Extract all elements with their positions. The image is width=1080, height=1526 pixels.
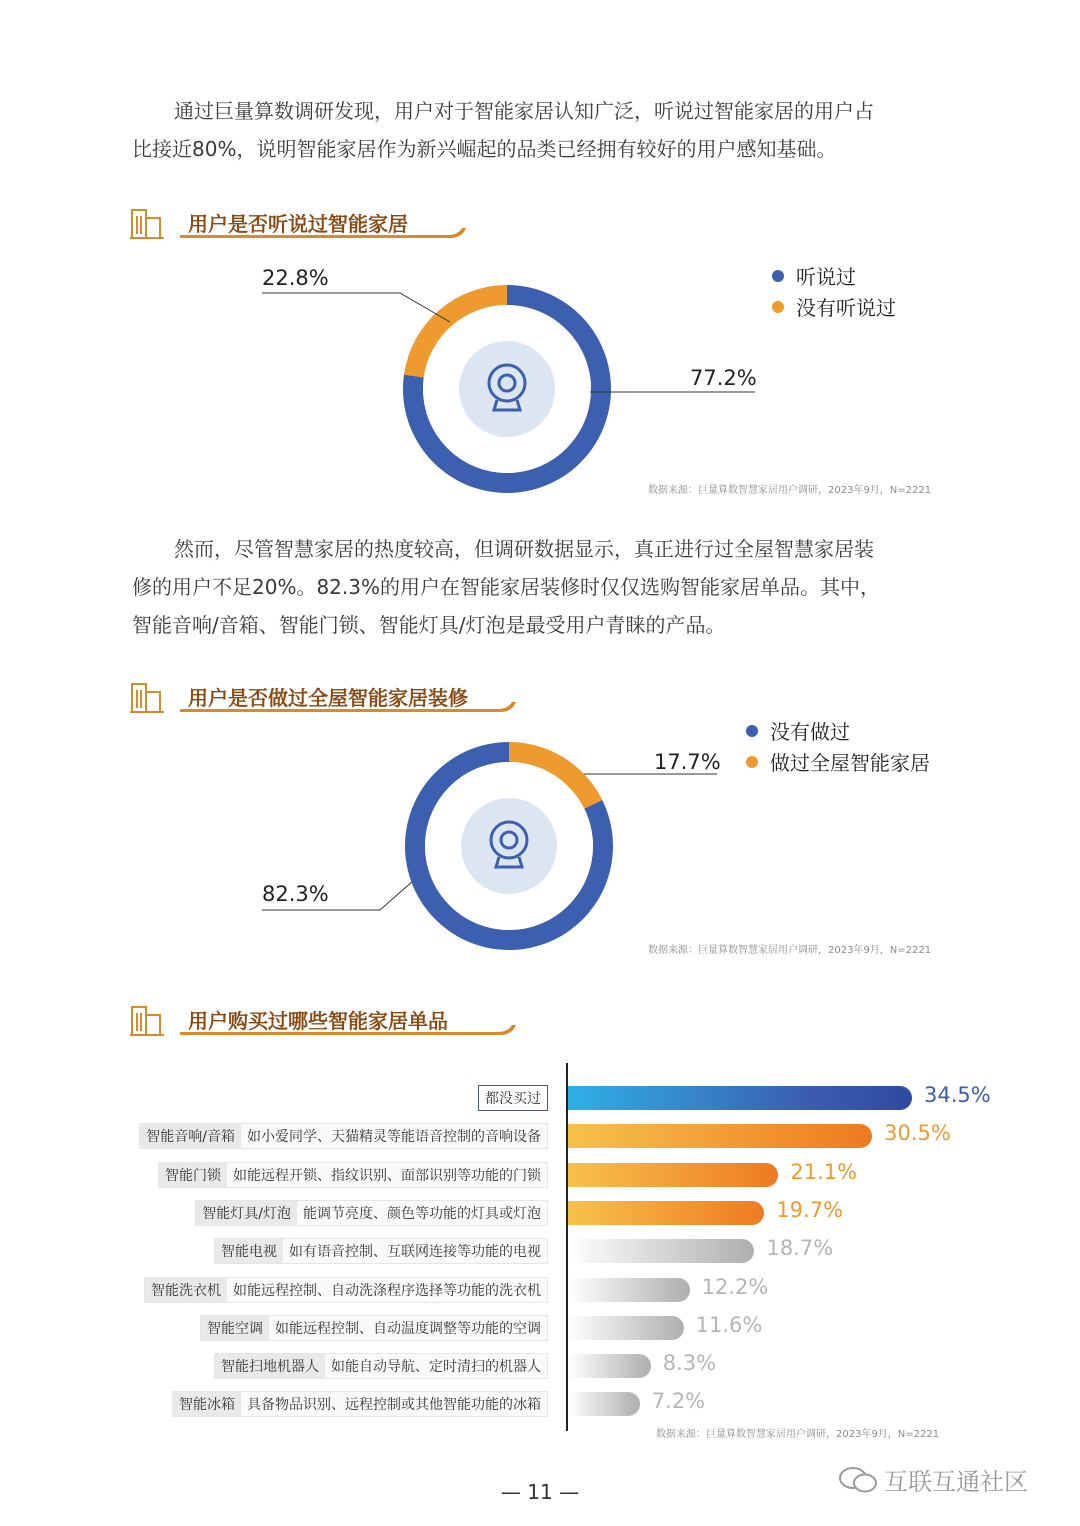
donut-center — [459, 341, 555, 437]
bar-category-name: 智能电视 — [215, 1239, 283, 1263]
para2-line-1: 然而，尽管智慧家居的热度较高，但调研数据显示，真正进行过全屋智慧家居装 — [174, 537, 874, 561]
bar-category-name: 都没买过 — [479, 1086, 547, 1110]
bar-value-label: 12.2% — [701, 1274, 769, 1299]
section-3-header — [130, 1001, 520, 1041]
bar-category-label — [478, 1085, 548, 1111]
bar-category-name: 智能冰箱 — [173, 1392, 241, 1416]
wechat-icon — [838, 1465, 878, 1495]
section-1-title: 用户是否听说过智能家居 — [188, 212, 408, 236]
legend-dot — [746, 756, 758, 768]
bar-category-label — [195, 1200, 548, 1226]
bar-row — [0, 1353, 1080, 1379]
bar-axis — [566, 1063, 568, 1431]
bar-row — [0, 1312, 1080, 1341]
bar-row — [0, 1085, 1080, 1111]
bar-category-label — [214, 1353, 548, 1379]
bar-value-label: 21.1% — [790, 1159, 858, 1184]
bar-category-label — [200, 1315, 548, 1341]
para2-line-2: 修的用户不足20%。82.3%的用户在智能家居装修时仅仅选购智能家居单品。其中， — [132, 575, 880, 599]
bar-row — [0, 1159, 1080, 1188]
bar-category-name: 智能音响/音箱 — [140, 1124, 241, 1148]
bar-row — [0, 1238, 1080, 1264]
building-icon — [130, 206, 164, 240]
source-note-3: 数据来源：巨量算数智慧家居用户调研，2023年9月，N=2221 — [656, 1429, 940, 1440]
bar-category-desc: 如小爱同学、天猫精灵等能语音控制的音响设备 — [241, 1124, 547, 1148]
label-heard: 77.2% — [690, 366, 757, 390]
bar-category-desc: 如有语音控制、互联网连接等功能的电视 — [283, 1239, 547, 1263]
bar-value-label: 8.3% — [662, 1351, 717, 1376]
bar-category-desc: 如能远程控制、自动温度调整等功能的空调 — [269, 1316, 547, 1340]
legend-item-heard — [772, 260, 896, 291]
bar-category-label — [139, 1123, 548, 1149]
bar-category-label — [158, 1162, 548, 1188]
bar-category-desc: 具备物品识别、远程控制或其他智能功能的冰箱 — [241, 1392, 547, 1416]
intro-paragraph — [132, 92, 952, 168]
bar-row — [0, 1123, 1080, 1149]
bar-row — [0, 1274, 1080, 1303]
watermark-text: 互联互通社区 — [884, 1468, 1028, 1496]
legend-dot — [746, 725, 758, 737]
label-not-heard: 22.8% — [262, 266, 329, 290]
bar-value-label: 7.2% — [651, 1389, 706, 1414]
source-note-1: 数据来源：巨量算数智慧家居用户调研，2023年9月，N=2221 — [648, 485, 932, 496]
bar — [568, 1354, 651, 1378]
legend-item-not-done — [746, 715, 930, 746]
legend-item-not-heard — [772, 291, 896, 322]
building-icon — [130, 1003, 164, 1037]
bar-category-name: 智能空调 — [201, 1316, 269, 1340]
legend-item-done — [746, 746, 930, 777]
bar-row — [0, 1391, 1080, 1417]
bar-value-label: 19.7% — [776, 1197, 844, 1222]
bar-category-name: 智能灯具/灯泡 — [196, 1201, 297, 1225]
section-2-header — [130, 678, 520, 718]
source-note-2: 数据来源：巨量算数智慧家居用户调研，2023年9月，N=2221 — [648, 945, 932, 956]
bar-category-name: 智能扫地机器人 — [215, 1354, 325, 1378]
legend-label: 听说过 — [796, 265, 856, 289]
bar-value-label: 34.5% — [924, 1083, 991, 1107]
bar-category-label — [214, 1238, 548, 1264]
bar-value-label: 11.6% — [695, 1312, 763, 1337]
donut-chart-heard — [398, 280, 616, 498]
para2-line-3: 智能音响/音箱、智能门锁、智能灯具/灯泡是最受用户青睐的产品。 — [132, 613, 726, 637]
bar-category-desc: 如能远程控制、自动洗涤程序选择等功能的洗衣机 — [227, 1278, 547, 1302]
page-number: — 11 — — [500, 1480, 580, 1504]
intro-line-1: 通过巨量算数调研发现，用户对于智能家居认知广泛，听说过智能家居的用户占 — [174, 99, 874, 123]
bar — [568, 1086, 912, 1110]
legend-label: 没有听说过 — [796, 296, 896, 320]
bar — [568, 1239, 754, 1263]
bar-row — [0, 1197, 1080, 1226]
legend-label: 没有做过 — [770, 720, 850, 744]
section-2-title: 用户是否做过全屋智能家居装修 — [188, 686, 468, 710]
watermark — [838, 1462, 1028, 1497]
legend-dot — [772, 270, 784, 282]
legend-2 — [746, 715, 930, 777]
intro-line-2: 比接近80%，说明智能家居作为新兴崛起的品类已经拥有较好的用户感知基础。 — [132, 137, 837, 161]
section-3-title: 用户购买过哪些智能家居单品 — [188, 1009, 448, 1033]
bar-category-label — [172, 1391, 548, 1417]
bar — [568, 1124, 872, 1148]
bar — [568, 1163, 778, 1187]
bar-category-name: 智能门锁 — [159, 1163, 227, 1187]
donut-center — [461, 798, 557, 894]
bar-category-desc: 如能远程开锁、指纹识别、面部识别等功能的门锁 — [227, 1163, 547, 1187]
label-not-done: 82.3% — [262, 882, 329, 906]
bar-category-desc: 如能自动导航、定时清扫的机器人 — [325, 1354, 547, 1378]
legend-dot — [772, 301, 784, 313]
bar-category-name: 智能洗衣机 — [145, 1278, 227, 1302]
paragraph-2 — [132, 530, 952, 644]
legend-1 — [772, 260, 896, 322]
bar — [568, 1278, 690, 1302]
page-number-value: 11 — [527, 1480, 553, 1504]
bar-value-label: 18.7% — [766, 1236, 834, 1261]
donut-chart-renovation — [400, 737, 618, 955]
bar-category-label — [144, 1277, 548, 1303]
label-done: 17.7% — [654, 750, 721, 774]
bar-value-label: 30.5% — [884, 1121, 951, 1146]
building-icon — [130, 680, 164, 714]
bar — [568, 1316, 684, 1340]
bar — [568, 1392, 640, 1416]
legend-label: 做过全屋智能家居 — [770, 751, 930, 775]
bar-category-desc: 能调节亮度、颜色等功能的灯具或灯泡 — [297, 1201, 547, 1225]
section-1-header — [130, 204, 470, 244]
bar — [568, 1201, 764, 1225]
